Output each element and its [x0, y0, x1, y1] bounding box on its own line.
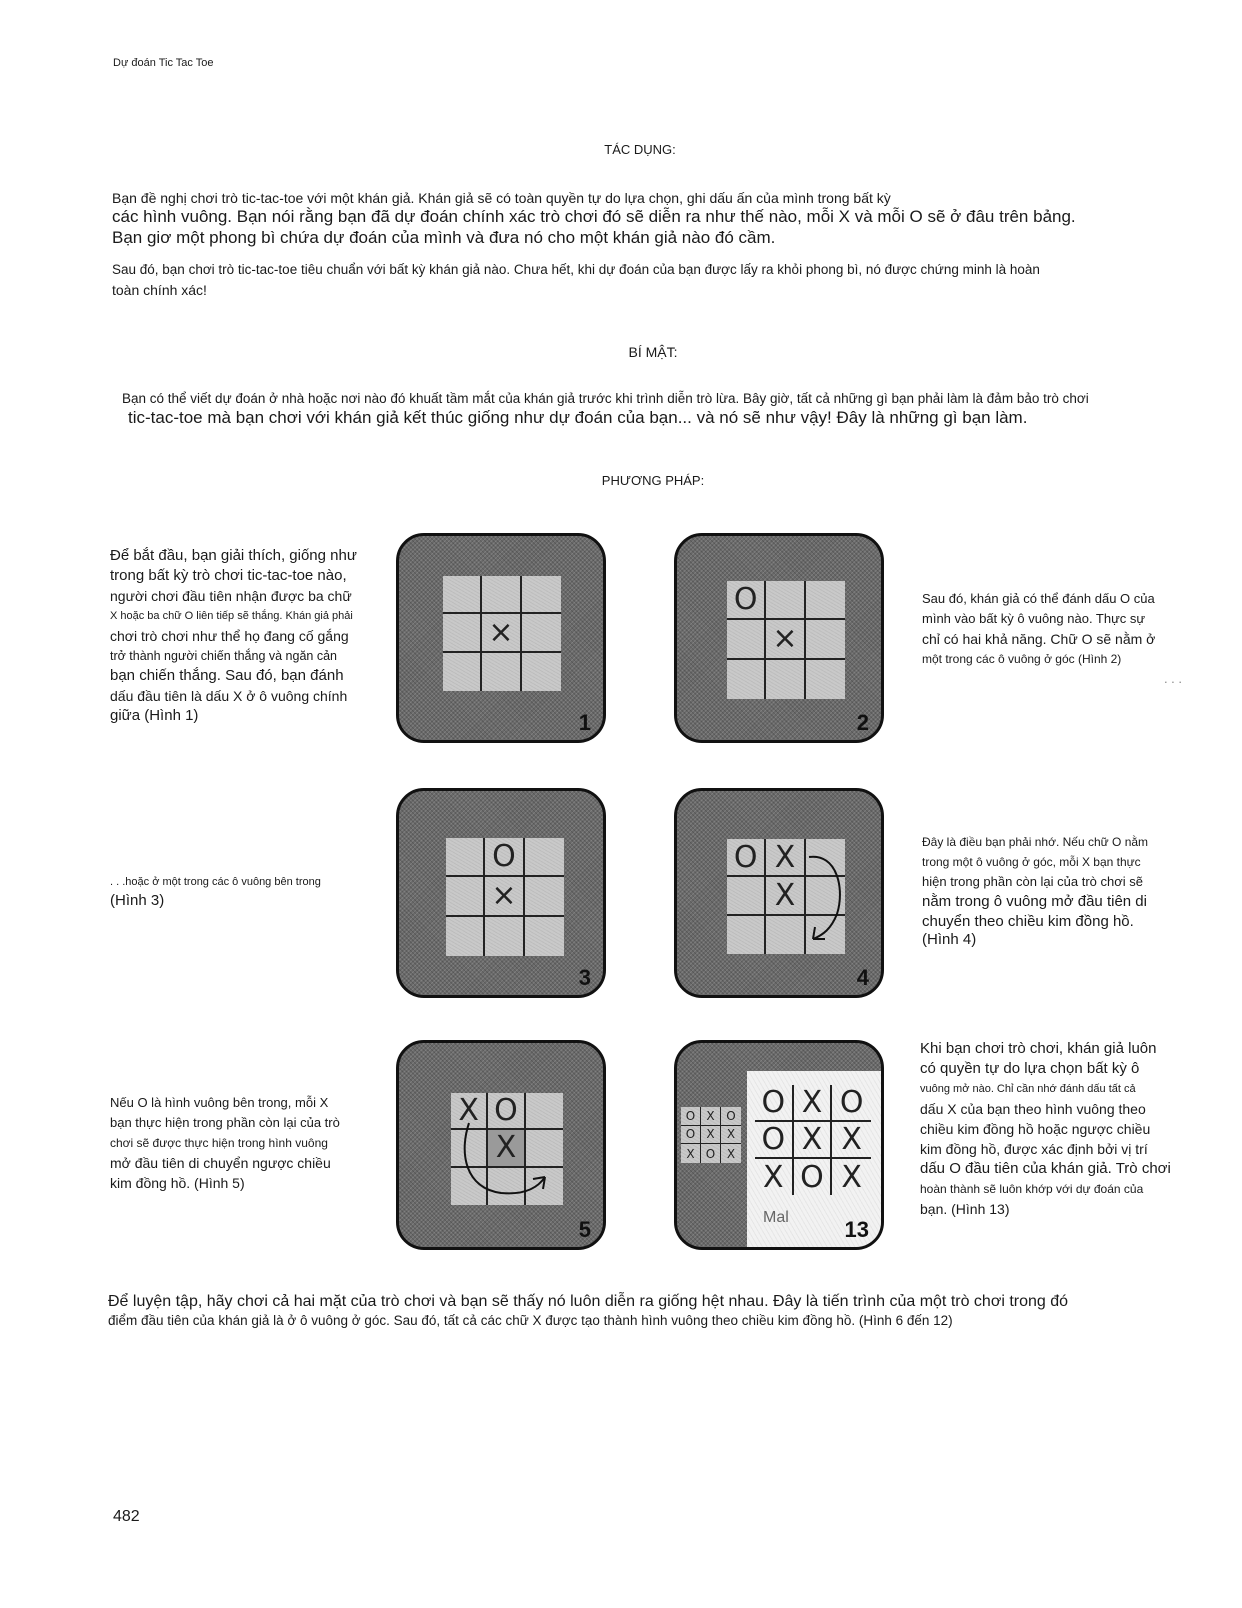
text-line: Đây là điều bạn phải nhớ. Nếu chữ O nằm: [922, 835, 1149, 849]
board-cell: [522, 576, 561, 614]
text-line: (Hình 3): [110, 892, 165, 909]
text-line: có quyền tự do lựa chọn bất kỳ ô: [920, 1060, 1140, 1077]
board-cell: [727, 877, 766, 915]
board-cell: [482, 576, 521, 614]
board-cell: ×: [766, 620, 805, 659]
text-line: nằm trong ô vuông mở đầu tiên di: [922, 893, 1147, 910]
tic-tac-toe-board: [727, 581, 845, 699]
text-line: bạn thực hiện trong phần còn lại của trò: [110, 1115, 340, 1130]
secret-heading: BÍ MẬT:: [628, 344, 678, 360]
board-cell: O: [485, 838, 524, 877]
figure-number: 4: [856, 965, 869, 990]
board-cell: O: [727, 581, 766, 620]
effect-line-2: các hình vuông. Bạn nói rằng bạn đã dự đoán chính xác trò chơi đó sẽ diễn ra như thế nào, mỗi X và mỗi O sẽ ở đâu trên bảng.: [112, 207, 1076, 226]
effect-heading: TÁC DỤNG:: [604, 142, 676, 157]
figure-2: [674, 533, 884, 743]
board-cell: [526, 1130, 563, 1167]
text-line: X hoặc ba chữ O liên tiếp sẽ thắng. Khán giả phải: [110, 610, 353, 622]
text-line: bạn chiến thắng. Sau đó, bạn đánh: [110, 667, 344, 684]
board-cell: ×: [482, 614, 521, 652]
text-line: Để bắt đầu, bạn giải thích, giống như: [110, 547, 357, 564]
board-cell: [526, 1168, 563, 1205]
text-line: giữa (Hình 1): [110, 707, 199, 724]
figure-number: 5: [578, 1217, 591, 1242]
board-cell: O: [701, 1144, 721, 1163]
figure-1: [396, 533, 606, 743]
text-line: trở thành người chiến thắng và ngăn cản: [110, 649, 337, 663]
board-cell: X: [701, 1126, 721, 1145]
board-cell: [806, 877, 845, 915]
text-line: chỉ có hai khả năng. Chữ O sẽ nằm ở: [922, 631, 1156, 647]
signature: Mal: [763, 1209, 789, 1226]
board-cell: [766, 581, 805, 620]
board-cell: [525, 877, 564, 916]
tic-tac-toe-board: [443, 576, 561, 691]
board-cell: X: [701, 1107, 721, 1126]
board-cell: O: [755, 1085, 794, 1122]
tic-tac-toe-board: [451, 1093, 563, 1205]
board-cell: [451, 1168, 488, 1205]
board-cell: X: [681, 1144, 701, 1163]
text-figure-3: [110, 872, 370, 910]
board-cell: [806, 839, 845, 877]
text-line: bạn. (Hình 13): [920, 1201, 1010, 1217]
method-heading: PHƯƠNG PHÁP:: [601, 473, 705, 488]
board-cell: [446, 838, 485, 877]
text-line: một trong các ô vuông ở góc (Hình 2): [922, 652, 1122, 666]
board-cell: [525, 917, 564, 956]
board-cell: O: [681, 1126, 701, 1145]
text-line: chuyển theo chiều kim đồng hồ.: [922, 913, 1134, 930]
prediction-board: [755, 1085, 871, 1195]
running-head: Dự đoán Tic Tac Toe: [113, 57, 214, 69]
board-cell: [522, 614, 561, 652]
secret-line-1: Bạn có thể viết dự đoán ở nhà hoặc nơi nào đó khuất tầm mắt của khán giả trước khi trình diễn trò lừa. Bây giờ, tất cả những gì bạn phải làm là đảm bảo trò chơi: [122, 391, 1089, 406]
text-line: trong một ô vuông ở góc, mỗi X bạn thực: [922, 855, 1141, 869]
board-cell: X: [726, 1146, 736, 1161]
board-cell: X: [451, 1093, 488, 1130]
board-cell: O: [755, 1122, 794, 1159]
board-cell: O: [794, 1159, 833, 1195]
text-line: kim đồng hồ, được xác định bởi vị trí: [920, 1141, 1148, 1157]
text-line: Sau đó, khán giả có thể đánh dấu O của: [922, 591, 1155, 606]
small-tic-tac-toe-board: [681, 1107, 741, 1163]
figure-5: [396, 1040, 606, 1250]
figure-number: 1: [578, 710, 591, 735]
board-cell: O: [488, 1093, 525, 1130]
board-cell: O: [681, 1107, 701, 1126]
board-cell: X: [721, 1126, 741, 1145]
board-cell: [446, 917, 485, 956]
board-cell: [488, 1168, 525, 1205]
effect-line-1: Bạn đề nghị chơi trò tic-tac-toe với một khán giả. Khán giả sẽ có toàn quyền tự do lựa chọn, ghi dấu ấn của mình trong bất kỳ: [112, 190, 891, 206]
board-cell: [451, 1130, 488, 1167]
board-cell: [727, 916, 766, 954]
figure-number: 2: [856, 710, 869, 735]
text-line: dấu O đầu tiên của khán giả. Trò chơi: [920, 1160, 1171, 1177]
board-cell: O: [727, 839, 766, 877]
text-figure-13: [920, 1039, 1180, 1219]
page-number: 482: [113, 1508, 140, 1525]
figure-4: [674, 788, 884, 998]
text-line: . . .hoặc ở một trong các ô vuông bên trong: [110, 876, 321, 888]
board-cell: [443, 614, 482, 652]
effect-line-3: Bạn giơ một phong bì chứa dự đoán của mình và đưa nó cho một khán giả nào đó cầm.: [112, 228, 776, 247]
board-cell: [526, 1093, 563, 1130]
text-line: hiện trong phần còn lại của trò chơi sẽ: [922, 874, 1143, 889]
text-line: chơi trò chơi như thể họ đang cố gắng: [110, 628, 349, 644]
board-cell: [766, 916, 805, 954]
text-line: kim đồng hồ. (Hình 5): [110, 1175, 245, 1191]
board-cell: O: [832, 1085, 871, 1122]
board-cell: [806, 916, 845, 954]
figure-13: [674, 1040, 884, 1250]
board-cell: [485, 917, 524, 956]
text-figure-4: [922, 832, 1182, 948]
board-cell: [806, 660, 845, 699]
board-cell: O: [721, 1107, 741, 1126]
board-cell: [522, 653, 561, 691]
secret-line-2: tic-tac-toe mà bạn chơi với khán giả kết thúc giống như dự đoán của bạn... và nó sẽ như vậy! Đây là những gì bạn làm.: [128, 408, 1028, 427]
practice-line-2: điểm đầu tiên của khán giả là ở ô vuông ở góc. Sau đó, tất cả các chữ X được tạo thành hình vuông theo chiều kim đồng hồ. (Hình 6 đến 12): [108, 1313, 953, 1328]
effect-p2-line-2: toàn chính xác!: [112, 282, 207, 298]
text-line: dấu X của bạn theo hình vuông theo: [920, 1101, 1146, 1117]
text-figure-1: [110, 546, 370, 726]
figure-number: 13: [844, 1217, 869, 1242]
text-line: vuông mở nào. Chỉ cần nhớ đánh dấu tất cả: [920, 1083, 1136, 1095]
board-cell: X: [766, 877, 805, 915]
board-cell: X: [488, 1130, 525, 1167]
board-cell: [806, 620, 845, 659]
text-line: hoàn thành sẽ luôn khớp với dự đoán của: [920, 1182, 1144, 1196]
text-line: mình vào bất kỳ ô vuông nào. Thực sự: [922, 611, 1146, 626]
board-cell: [727, 620, 766, 659]
board-cell: [766, 660, 805, 699]
board-cell: [443, 653, 482, 691]
text-line: Nếu O là hình vuông bên trong, mỗi X: [110, 1095, 329, 1110]
practice-line-1: Để luyện tập, hãy chơi cả hai mặt của trò chơi và bạn sẽ thấy nó luôn diễn ra giống hệt nhau. Đây là tiến trình của một trò chơi trong đó: [108, 1293, 1069, 1310]
text-line: trong bất kỳ trò chơi tic-tac-toe nào,: [110, 567, 347, 584]
text-line: mở đầu tiên di chuyển ngược chiều: [110, 1155, 331, 1171]
figure-number: 3: [578, 965, 591, 990]
text-line: . . .: [1163, 671, 1182, 686]
board-cell: [525, 838, 564, 877]
text-line: dấu đầu tiên là dấu X ở ô vuông chính: [110, 688, 348, 704]
effect-p2-line-1: Sau đó, bạn chơi trò tic-tac-toe tiêu chuẩn với bất kỳ khán giả nào. Chưa hết, khi dự đoán của bạn được lấy ra khỏi phong bì, nó được chứng minh là hoàn: [112, 262, 1040, 277]
text-figure-2: [922, 589, 1182, 689]
board-cell: [446, 877, 485, 916]
board-cell: X: [766, 839, 805, 877]
board-cell: [727, 660, 766, 699]
text-line: chơi sẽ được thực hiện trong hình vuông: [110, 1136, 328, 1150]
board-cell: X: [755, 1159, 794, 1195]
board-cell: X: [832, 1122, 871, 1159]
board-cell: ×: [485, 877, 524, 916]
board-cell: [482, 653, 521, 691]
figure-3: [396, 788, 606, 998]
text-line: (Hình 4): [922, 931, 977, 948]
board-cell: X: [841, 1159, 862, 1195]
text-figure-5: [110, 1093, 370, 1193]
text-line: chiều kim đồng hồ hoặc ngược chiều: [920, 1121, 1151, 1137]
tic-tac-toe-board: [727, 839, 845, 954]
text-line: Khi bạn chơi trò chơi, khán giả luôn: [920, 1040, 1157, 1057]
board-cell: X: [794, 1085, 833, 1122]
board-cell: [806, 581, 845, 620]
text-line: người chơi đầu tiên nhận được ba chữ: [110, 588, 352, 604]
board-cell: [443, 576, 482, 614]
tic-tac-toe-board: [446, 838, 564, 956]
board-cell: X: [794, 1122, 833, 1159]
